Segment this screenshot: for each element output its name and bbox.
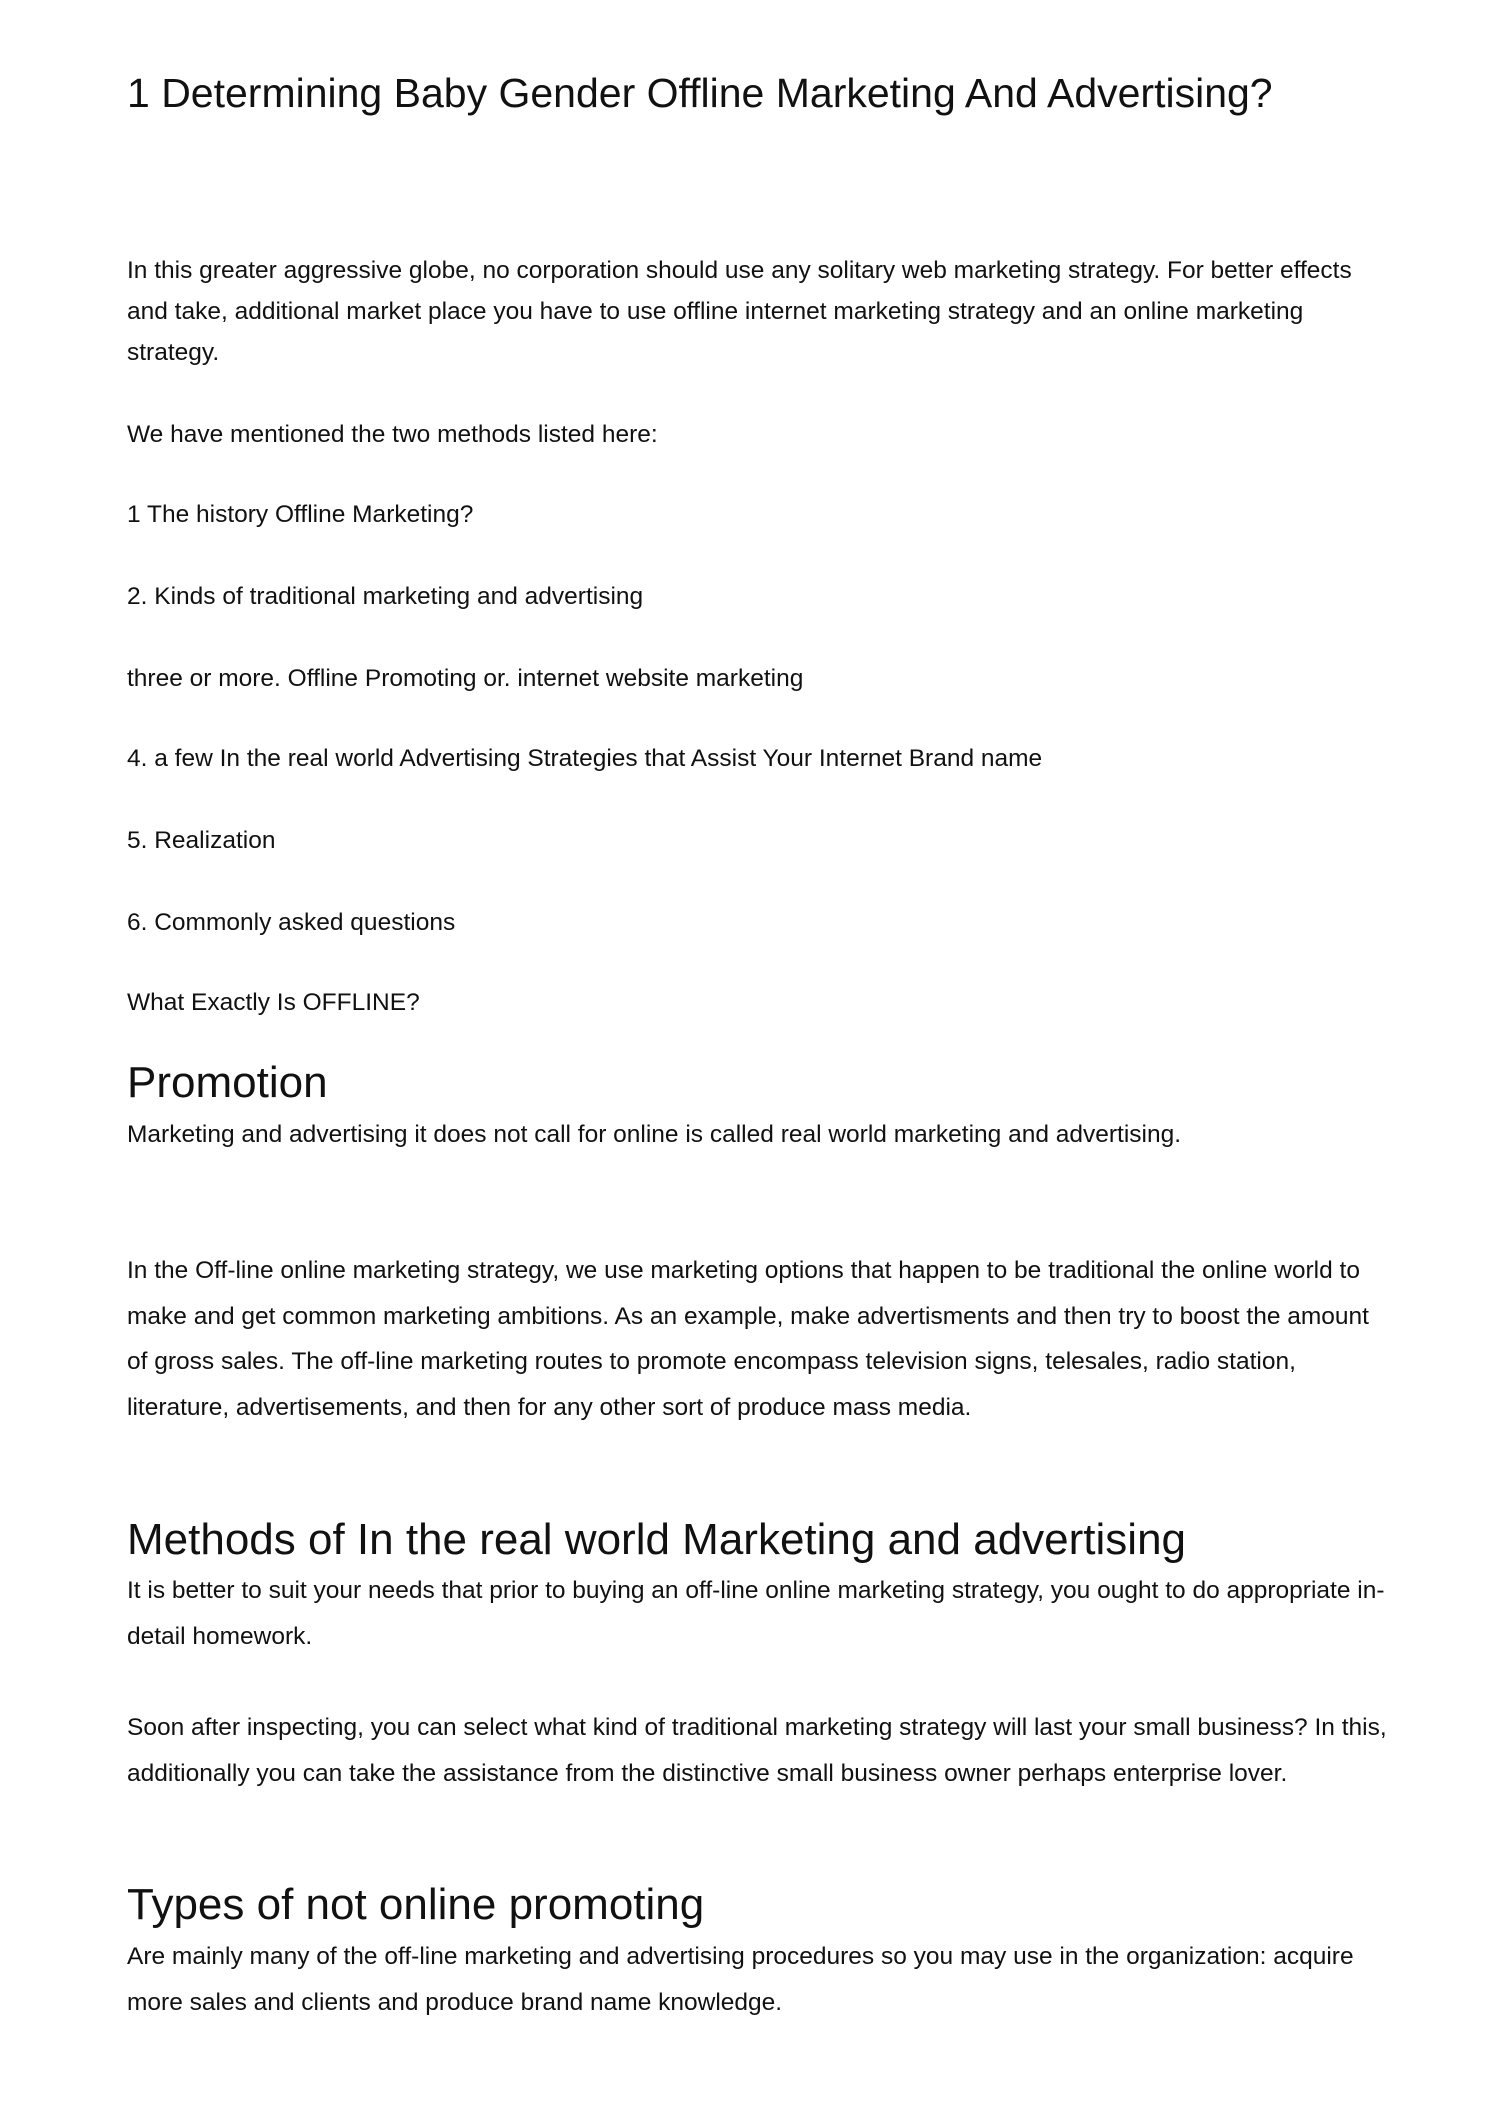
- toc-item: 1 The history Offline Marketing?: [127, 501, 474, 528]
- section-heading: Methods of In the real world Marketing and advertising: [127, 1515, 1187, 1564]
- toc-item: 6. Commonly asked questions: [127, 909, 456, 936]
- toc-item: 2. Kinds of traditional marketing and advertising: [127, 583, 644, 610]
- toc-item: 4. a few In the real world Advertising Strategies that Assist Your Internet Brand name: [127, 745, 1043, 772]
- question-text: What Exactly Is OFFLINE?: [127, 989, 420, 1016]
- section-paragraph: It is better to suit your needs that prior to buying an off-line online marketing strategy, you ought to do appropriate in-detail homework.: [127, 1577, 1385, 1650]
- section-paragraph: Are mainly many of the off-line marketing and advertising procedures so you may use in the organization: acquire more sales and clients and produce brand name knowledge.: [127, 1943, 1354, 2016]
- section-heading: Types of not online promoting: [127, 1880, 705, 1929]
- page-title: 1 Determining Baby Gender Offline Marketing And Advertising?: [127, 70, 1273, 116]
- section-paragraph: Soon after inspecting, you can select what kind of traditional marketing strategy will last your small business? In this, additionally you can take the assistance from the distinctive small business owner perhaps enterprise lover.: [127, 1714, 1387, 1787]
- section-paragraph: In the Off-line online marketing strategy, we use marketing options that happen to be traditional the online world to make and get common marketing ambitions. As an example, make advertisments and then try to boost the amount of gross sales. The off-line marketing routes to promote encompass television signs, telesales, radio station, literature, advertisements, and then for any other sort of produce mass media.: [127, 1257, 1369, 1421]
- toc-item: three or more. Offline Promoting or. internet website marketing: [127, 665, 804, 692]
- section-paragraph: Marketing and advertising it does not call for online is called real world marketing and advertising.: [127, 1121, 1182, 1148]
- toc-item: 5. Realization: [127, 827, 276, 854]
- section-heading: Promotion: [127, 1058, 328, 1107]
- methods-intro: We have mentioned the two methods listed here:: [127, 421, 658, 448]
- intro-paragraph: In this greater aggressive globe, no corporation should use any solitary web marketing strategy. For better effects and take, additional market place you have to use offline internet marketing strategy and an online marketing strategy.: [127, 257, 1352, 366]
